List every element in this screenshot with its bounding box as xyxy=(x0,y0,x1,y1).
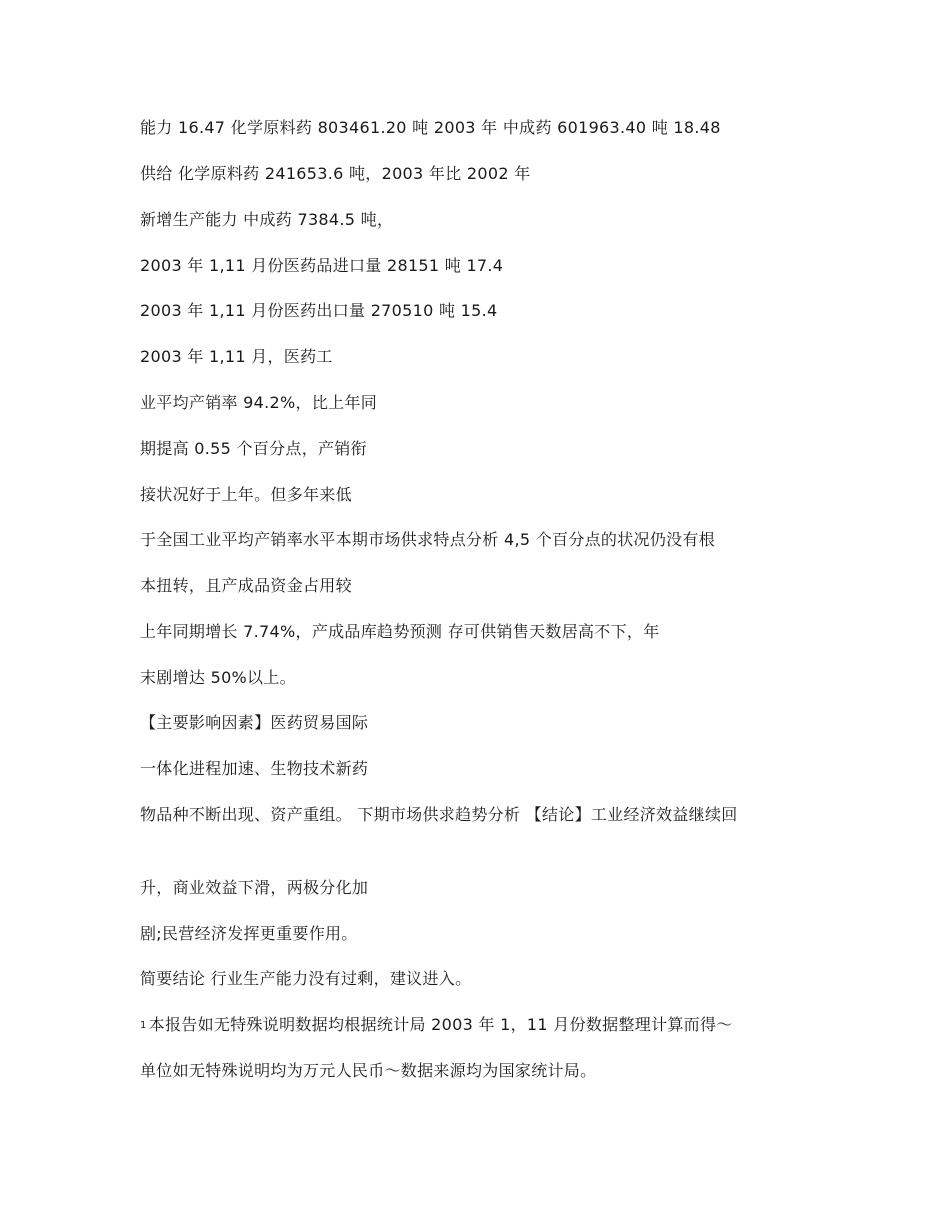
text-line-4: 2003 年 1,11 月份医药品进口量 28151 吨 17.4 xyxy=(140,256,504,275)
text-line-6: 2003 年 1,11 月，医药工 xyxy=(140,347,333,366)
text-line-16: 物品种不断出现、资产重组。 下期市场供求趋势分析 【结论】工业经济效益继续回 xyxy=(140,805,738,824)
text-line-19: 简要结论 行业生产能力没有过剩，建议进入。 xyxy=(140,969,472,988)
text-line-8: 期提高 0.55 个百分点，产销衔 xyxy=(140,439,367,458)
footnote-marker: 1 xyxy=(140,1020,147,1031)
text-line-14: 【主要影响因素】医药贸易国际 xyxy=(140,713,369,732)
text-line-9: 接状况好于上年。但多年来低 xyxy=(140,485,352,504)
text-line-12: 上年同期增长 7.74%，产成品库趋势预测 存可供销售天数居高不下，年 xyxy=(140,622,660,641)
text-line-2: 供给 化学原料药 241653.6 吨，2003 年比 2002 年 xyxy=(140,164,531,183)
text-line-18: 剧;民营经济发挥更重要作用。 xyxy=(140,924,358,943)
footnote-continuation: 单位如无特殊说明均为万元人民币～数据来源均为国家统计局。 xyxy=(140,1061,597,1080)
text-line-1: 能力 16.47 化学原料药 803461.20 吨 2003 年 中成药 601963.40 吨 18.48 xyxy=(140,118,721,137)
text-line-10: 于全国工业平均产销率水平本期市场供求特点分析 4,5 个百分点的状况仍没有根 xyxy=(140,530,716,549)
text-line-11: 本扭转，且产成品资金占用较 xyxy=(140,576,352,595)
text-line-5: 2003 年 1,11 月份医药出口量 270510 吨 15.4 xyxy=(140,301,498,320)
text-line-3: 新增生产能力 中成药 7384.5 吨， xyxy=(140,210,394,229)
text-line-7: 业平均产销率 94.2%，比上年同 xyxy=(140,393,378,412)
text-line-15: 一体化进程加速、生物技术新药 xyxy=(140,759,369,778)
footnote-text: 本报告如无特殊说明数据均根据统计局 2003 年 1，11 月份数据整理计算而得～ xyxy=(148,1015,733,1034)
text-line-13: 末剧增达 50%以上。 xyxy=(140,668,296,687)
footnote xyxy=(140,1014,800,1037)
text-line-17: 升，商业效益下滑，两极分化加 xyxy=(140,878,369,897)
